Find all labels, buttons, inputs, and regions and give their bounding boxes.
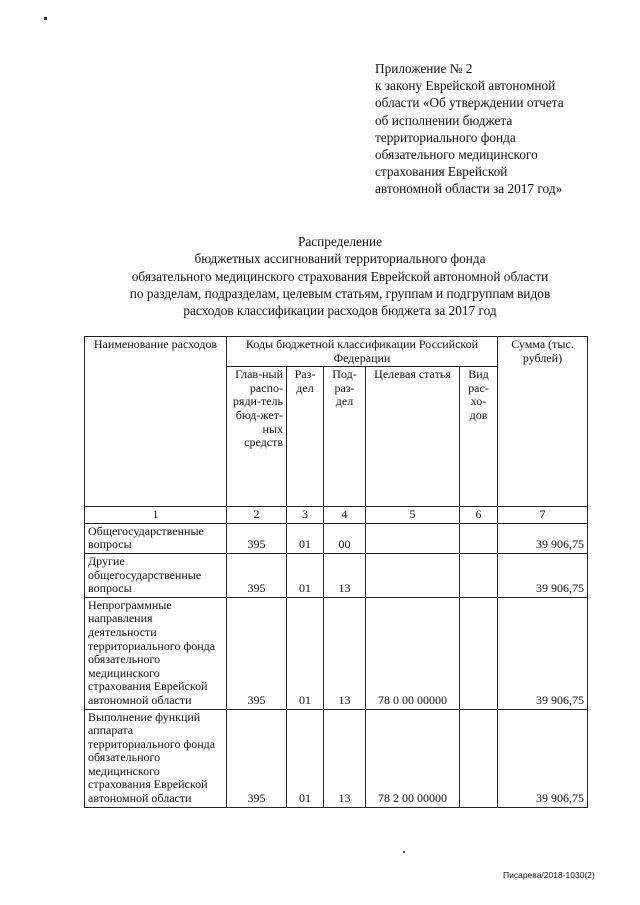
header-codes: Коды бюджетной классификации Российской Федерации (227, 337, 498, 367)
title-line: расходов классификации расходов бюджета за 2017 год (183, 303, 497, 319)
budget-table (84, 336, 588, 808)
row-celevaya (366, 553, 460, 597)
col-number: 1 (85, 507, 227, 524)
row-sum: 39 906,75 (498, 597, 588, 709)
row-celevaya: 78 2 00 00000 (366, 709, 460, 807)
row-razdel: 01 (287, 553, 324, 597)
header-sum: Сумма (тыс. рублей) (498, 337, 588, 507)
row-vid (460, 597, 498, 709)
appendix-line: области «Об утверждении отчета (375, 95, 564, 111)
row-podrazdel: 13 (324, 597, 366, 709)
row-podrazdel: 13 (324, 553, 366, 597)
appendix-heading (375, 60, 615, 198)
row-glavny: 395 (227, 523, 287, 553)
header-razdel: Раз-дел (287, 367, 324, 507)
col-number: 7 (498, 507, 588, 524)
table-row (85, 709, 588, 807)
col-number: 4 (324, 507, 366, 524)
col-number: 3 (287, 507, 324, 524)
scan-speck (403, 851, 405, 853)
header-celevaya: Целевая статья (366, 367, 460, 507)
header-glavny: Глав-ный распо-ряди-тель бюд-жет-ных средств (227, 367, 287, 507)
col-number: 6 (460, 507, 498, 524)
appendix-line: Приложение № 2 (375, 61, 473, 76)
row-glavny: 395 (227, 553, 287, 597)
appendix-line: территориального фонда (375, 129, 516, 145)
table-row (85, 553, 588, 597)
row-podrazdel: 00 (324, 523, 366, 553)
col-number: 5 (366, 507, 460, 524)
row-vid (460, 553, 498, 597)
table-row (85, 523, 588, 553)
row-razdel: 01 (287, 709, 324, 807)
row-celevaya: 78 0 00 00000 (366, 597, 460, 709)
row-name: Другие общегосударственные вопросы (85, 553, 227, 597)
row-name: Выполнение функций аппарата территориального фонда обязательного медицинского страхования Еврейской автономной области (85, 709, 227, 807)
row-celevaya (366, 523, 460, 553)
row-name: Непрограммные направления деятельности территориального фонда обязательного медицинского страхования Еврейской автономной области (85, 597, 227, 709)
appendix-line: страхования Еврейской (375, 164, 508, 180)
document-footer-code: Писарева/2018-1030(2) (503, 870, 595, 880)
table-row (85, 597, 588, 709)
row-vid (460, 709, 498, 807)
title-line: по разделам, подразделам, целевым статьям, группам и подгруппам видов (129, 285, 551, 301)
header-podrazdel: Под-раз-дел (324, 367, 366, 507)
row-sum: 39 906,75 (498, 553, 588, 597)
row-name: Общегосударственные вопросы (85, 523, 227, 553)
appendix-line: об исполнении бюджета (375, 112, 513, 128)
header-name: Наименование расходов (85, 337, 227, 507)
title-line: обязательного медицинского страхования Еврейской автономной области (131, 268, 549, 284)
row-glavny: 395 (227, 597, 287, 709)
row-sum: 39 906,75 (498, 523, 588, 553)
row-glavny: 395 (227, 709, 287, 807)
row-razdel: 01 (287, 523, 324, 553)
header-vid: Вид рас-хо-дов (460, 367, 498, 507)
title-line: бюджетных ассигнований территориального фонда (194, 251, 486, 267)
row-podrazdel: 13 (324, 709, 366, 807)
col-number: 2 (227, 507, 287, 524)
row-razdel: 01 (287, 597, 324, 709)
appendix-line: к закону Еврейской автономной (375, 78, 556, 94)
title-line: Распределение (297, 234, 383, 249)
scan-speck (44, 17, 47, 20)
appendix-line: обязательного медицинского (375, 147, 538, 163)
appendix-line: автономной области за 2017 год» (375, 181, 563, 197)
document-title (80, 233, 600, 319)
row-sum: 39 906,75 (498, 709, 588, 807)
row-vid (460, 523, 498, 553)
